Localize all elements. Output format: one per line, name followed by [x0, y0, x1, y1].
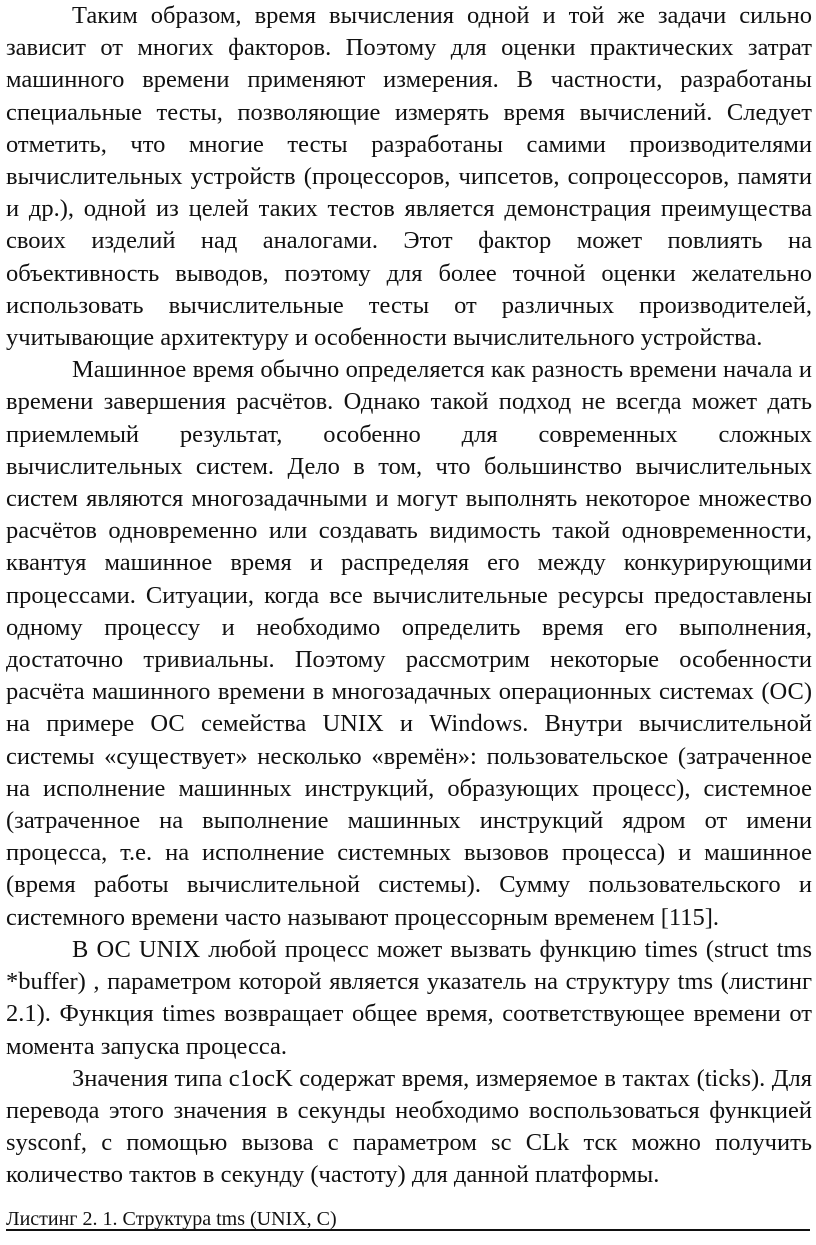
paragraph-clock-ticks: Значения типа c1ocK содержат время, измеряемое в тактах (ticks). Для перевода этого значения в секунды необходимо воспользоваться функцией sysconf, с помощью вызова с параметром sc CLk тск можно получить количество тактов в секунду (частоту) для данной платформы.	[6, 1064, 812, 1189]
listing-caption: Листинг 2. 1. Структура tms (UNIX, C)	[6, 1207, 337, 1230]
paragraph-machine-time: Машинное время обычно определяется как разность времени начала и времени завершения расчётов. Однако такой подход не всегда может дать приемлемый результат, особенно для современных сложных вычислительных систем. Дело в том, что большинство вычислительных систем являются многозадачными и могут выполнять некоторое множество расчётов одновременно или создавать видимость такой одновременности, квантуя машинное время и распределяя его между конкурирующими процессами. Ситуации, когда все вычислительные ресурсы предоставлены одному процессу и необходимо определить время его выполнения, достаточно тривиальны. Поэтому рассмотрим некоторые особенности расчёта машинного времени в многозадачных операционных системах (ОС) на примере ОС семейства UNIX и Windows. Внутри вычислительной системы «существует» несколько «времён»: пользовательское (затраченное на исполнение машинных инструкций, образующих процесс), системное (затраченное на выполнение машинных инструкций ядром от имени процесса, т.е. на исполнение системных вызовов процесса) и машинное (время работы вычислительной системы). Сумму пользовательского и системного времени часто называют процессорным временем [115].	[6, 356, 812, 931]
paragraph-unix-times: В ОС UNIX любой процесс может вызвать функцию times (struct tms *buffer) , параметром которой является указатель на структуру tms (листинг 2.1). Функция times возвращает общее время, соответствующее времени от момента запуска процесса.	[6, 935, 812, 1060]
document-page	[6, 0, 812, 1232]
paragraph-time-factors: Таким образом, время вычисления одной и той же задачи сильно зависит от многих факторов. Поэтому для оценки практических затрат машинного времени применяют измерения. В частности, разработаны специальные тесты, позволяющие измерять время вычислений. Следует отметить, что многие тесты разработаны самими производителями вычислительных устройств (процессоров, чипсетов, сопроцессоров, памяти и др.), одной из целей таких тестов является демонстрация преимущества своих изделий над аналогами. Этот фактор может повлиять на объективность выводов, поэтому для более точной оценки желательно использовать вычислительные тесты от различных производителей, учитывающие архитектуру и особенности вычислительного устройства.	[6, 2, 812, 352]
listing-divider	[6, 1229, 810, 1231]
